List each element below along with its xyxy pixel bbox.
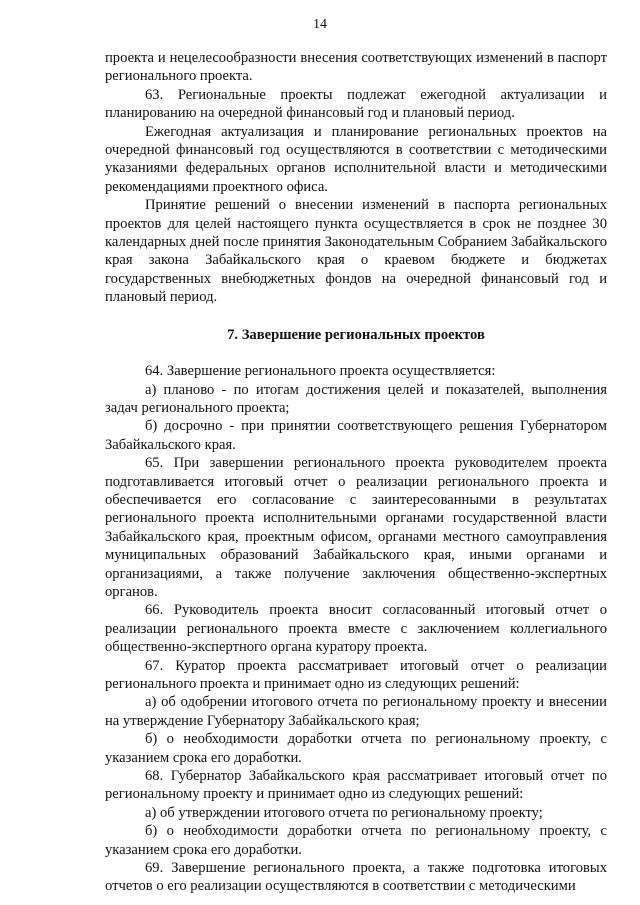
- paragraph-annual-update: Ежегодная актуализация и планирование региональных проектов на очередной финансовый год осуществляются в соответствии с методическими указаниями федеральных органов исполнительной власти и методическими рекомендациями проектного офиса.: [105, 123, 607, 195]
- paragraph-67-b: б) о необходимости доработки отчета по региональному проекту, с указанием срока его доработки.: [105, 731, 607, 766]
- paragraph-68: 68. Губернатор Забайкальского края рассматривает итоговый отчет по региональному проекту и принимает одно из следующих решений:: [105, 768, 607, 803]
- paragraph-67: 67. Куратор проекта рассматривает итоговый отчет о реализации регионального проекта и принимает одно из следующих решений:: [105, 657, 607, 692]
- page-number: 14: [313, 17, 327, 32]
- paragraph-continuation: проекта и нецелесообразности внесения соответствующих изменений в паспорт регионального проекта.: [105, 50, 607, 85]
- paragraph-68-a: а) об утверждении итогового отчета по региональному проекту;: [145, 804, 543, 821]
- paragraph-69: 69. Завершение регионального проекта, а также подготовка итоговых отчетов о его реализации осуществляются в соответствии с методическими: [105, 860, 607, 895]
- paragraph-68-b: б) о необходимости доработки отчета по региональному проекту, с указанием срока его доработки.: [105, 823, 607, 858]
- section-heading: 7. Завершение региональных проектов: [227, 326, 485, 343]
- paragraph-65: 65. При завершении регионального проекта руководителем проекта подготавливается итоговый отчет о реализации регионального проекта и обеспечивается его согласование с заинтересованными в результатах регионального проекта исполнительными органами государственной власти Забайкальского края, проектным офисом, органами местного самоуправления муниципальных образований Забайкальского края, иными органами и организациями, а также получение заключения общественно-экспертных органов.: [105, 455, 607, 600]
- paragraph-64-a: а) планово - по итогам достижения целей и показателей, выполнения задач регионального проекта;: [105, 381, 607, 416]
- document-body: [105, 49, 607, 896]
- paragraph-67-a: а) об одобрении итогового отчета по региональному проекту и внесении на утверждение Губернатору Забайкальского края;: [105, 694, 607, 729]
- paragraph-63: 63. Региональные проекты подлежат ежегодной актуализации и планированию на очередной финансовый год и плановый период.: [105, 86, 607, 122]
- paragraph-64: 64. Завершение регионального проекта осуществляется:: [145, 363, 496, 380]
- paragraph-66: 66. Руководитель проекта вносит согласованный итоговый отчет о реализации регионального проекта вместе с заключением коллегиального общественно-экспертного органа куратору проекта.: [105, 602, 607, 656]
- paragraph-passport-changes: Принятие решений о внесении изменений в паспорта региональных проектов для целей настоящего пункта осуществляется в срок не позднее 30 календарных дней после принятия Законодательным Собранием Забайкальского края закона Забайкальского края о краевом бюджете и бюджетах государственных внебюджетных фондов на очередной финансовый год и плановый период.: [105, 197, 607, 306]
- paragraph-64-b: б) досрочно - при принятии соответствующего решения Губернатором Забайкальского края.: [105, 418, 607, 453]
